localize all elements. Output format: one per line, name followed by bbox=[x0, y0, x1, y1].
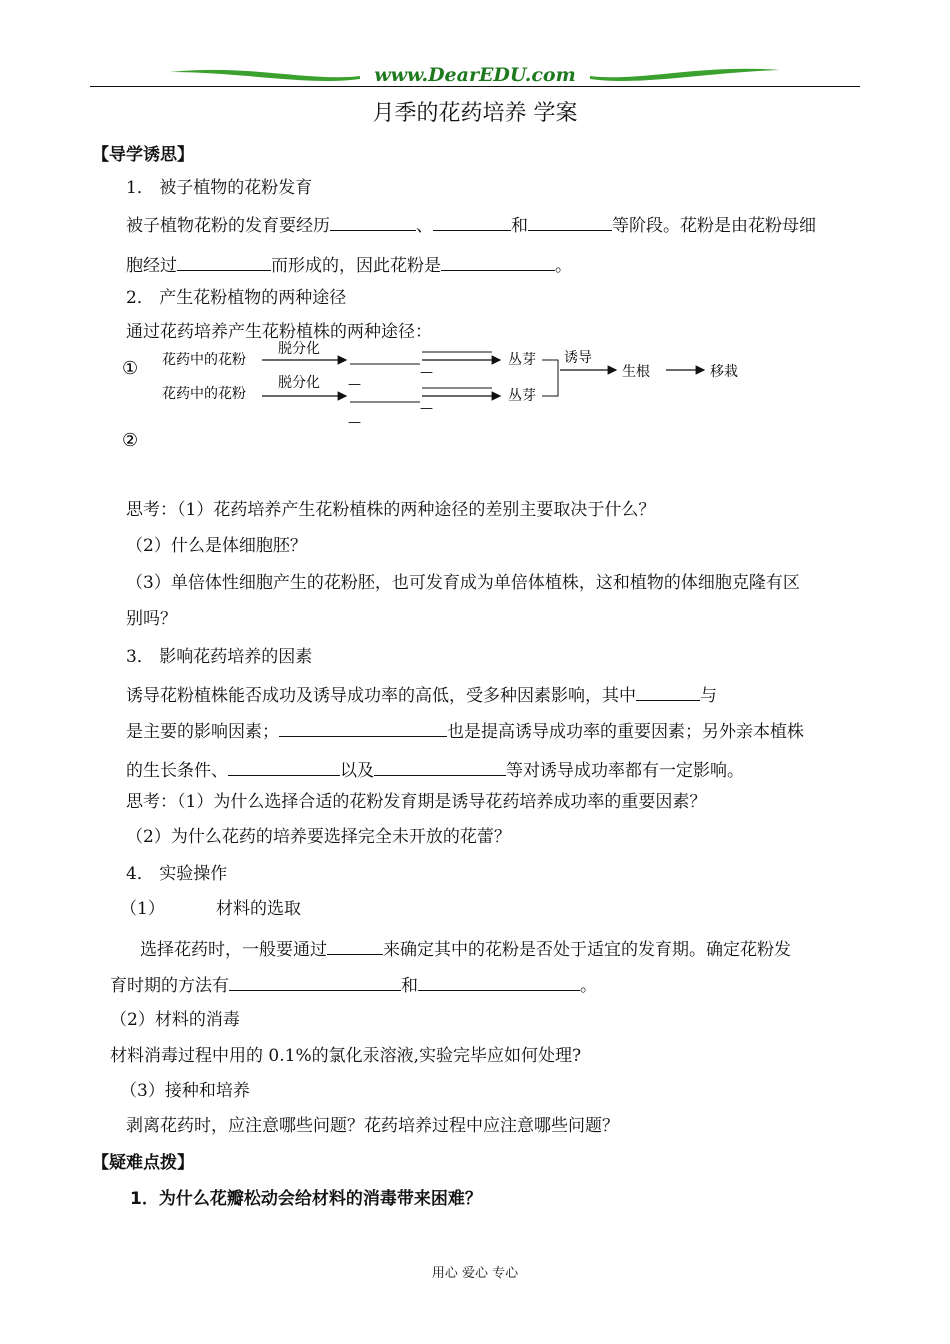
dash-mark: — bbox=[420, 365, 433, 380]
circle-one-label: ① bbox=[122, 358, 139, 379]
blank-field bbox=[418, 973, 580, 991]
blank-field bbox=[374, 758, 506, 776]
arrow-label-2: 脱分化 bbox=[278, 375, 320, 391]
q4-2-body: 材料消毒过程中用的 0.1%的氯化汞溶液,实验完毕应如何处理? bbox=[110, 1046, 582, 1066]
blank-field bbox=[327, 937, 383, 955]
section-heading-difficult: 【疑难点拨】 bbox=[92, 1153, 194, 1173]
q4-title: 4． 实验操作 bbox=[126, 864, 228, 884]
pathway-diagram bbox=[120, 336, 760, 456]
blank-field bbox=[279, 719, 447, 737]
q4-2-title: （2）材料的消毒 bbox=[110, 1010, 240, 1030]
induce-label: 诱导 bbox=[564, 350, 592, 366]
root-label: 生根 bbox=[622, 364, 650, 380]
blank-field bbox=[528, 213, 612, 231]
q1-line1: 被子植物花粉的发育要经历 、 和 等阶段。花粉是由花粉母细 bbox=[126, 213, 816, 236]
header-rule bbox=[90, 86, 860, 87]
blank-field bbox=[636, 683, 700, 701]
dash-mark: — bbox=[348, 377, 361, 392]
start-label-2: 花药中的花粉 bbox=[162, 386, 246, 402]
q4-1-num: （1） bbox=[120, 899, 165, 919]
q4-3-title: （3）接种和培养 bbox=[120, 1081, 250, 1101]
q2-title: 2． 产生花粉植物的两种途径 bbox=[126, 288, 347, 308]
think-5: （2）为什么花药的培养要选择完全未开放的花蕾？ bbox=[126, 827, 511, 847]
q3-line2: 是主要的影响因素； 也是提高诱导成功率的重要因素；另外亲本植株 bbox=[126, 719, 804, 742]
difficult-q1: 1．为什么花瓣松动会给材料的消毒带来困难？ bbox=[130, 1189, 482, 1209]
start-label-1: 花药中的花粉 bbox=[162, 352, 246, 368]
dash-mark: — bbox=[348, 415, 361, 430]
think-2: （2）什么是体细胞胚？ bbox=[126, 536, 307, 556]
footer-slogan: 用心 爱心 专心 bbox=[431, 1266, 519, 1281]
blank-field bbox=[177, 253, 271, 271]
q3-line3: 的生长条件、 以及 等对诱导成功率都有一定影响。 bbox=[126, 758, 744, 781]
q1-title: 1． 被子植物的花粉发育 bbox=[126, 178, 313, 198]
q4-1-label: 材料的选取 bbox=[216, 899, 301, 919]
logo-text: www.DearEDU.com bbox=[374, 64, 576, 86]
think-4: 思考：（1）为什么选择合适的花粉发育期是诱导花药培养成功率的重要因素？ bbox=[126, 792, 707, 812]
bracket bbox=[542, 360, 558, 396]
page-title: 月季的花药培养 学案 bbox=[372, 101, 578, 126]
q1-line2: 胞经过 而形成的，因此花粉是 。 bbox=[126, 253, 572, 276]
q3-title: 3． 影响花药培养的因素 bbox=[126, 647, 313, 667]
q4-1-line1: 选择花药时，一般要通过 来确定其中的花粉是否处于适宜的发育期。确定花粉发 bbox=[140, 937, 791, 960]
q2-intro: 通过花药培养产生花粉植株的两种途径： bbox=[126, 322, 432, 342]
sprout-label-1: 丛芽 bbox=[508, 352, 536, 368]
section-heading-guide: 【导学诱思】 bbox=[92, 145, 194, 165]
dearedu-logo bbox=[170, 62, 780, 88]
arrow-label-1: 脱分化 bbox=[278, 341, 320, 357]
blank-field bbox=[228, 758, 340, 776]
think-3a: （3）单倍体性细胞产生的花粉胚，也可发育成为单倍体植株，这和植物的体细胞克隆有区 bbox=[126, 573, 800, 593]
blank-field bbox=[433, 213, 511, 231]
think-1: 思考：（1）花药培养产生花粉植株的两种途径的差别主要取决于什么？ bbox=[126, 500, 656, 520]
sprout-label-2: 丛芽 bbox=[508, 388, 536, 404]
think-3b: 别吗？ bbox=[126, 609, 177, 629]
q4-3-body: 剥离花药时，应注意哪些问题？花药培养过程中应注意哪些问题？ bbox=[126, 1116, 619, 1136]
blank-field bbox=[330, 213, 416, 231]
q3-line1: 诱导花粉植株能否成功及诱导成功率的高低，受多种因素影响，其中 与 bbox=[126, 683, 717, 706]
q4-1-line2: 育时期的方法有 和 。 bbox=[110, 973, 597, 996]
blank-field bbox=[229, 973, 401, 991]
dash-mark: — bbox=[420, 401, 433, 416]
circle-two-label: ② bbox=[122, 430, 139, 451]
transplant-label: 移栽 bbox=[710, 364, 738, 380]
blank-field bbox=[441, 253, 555, 271]
